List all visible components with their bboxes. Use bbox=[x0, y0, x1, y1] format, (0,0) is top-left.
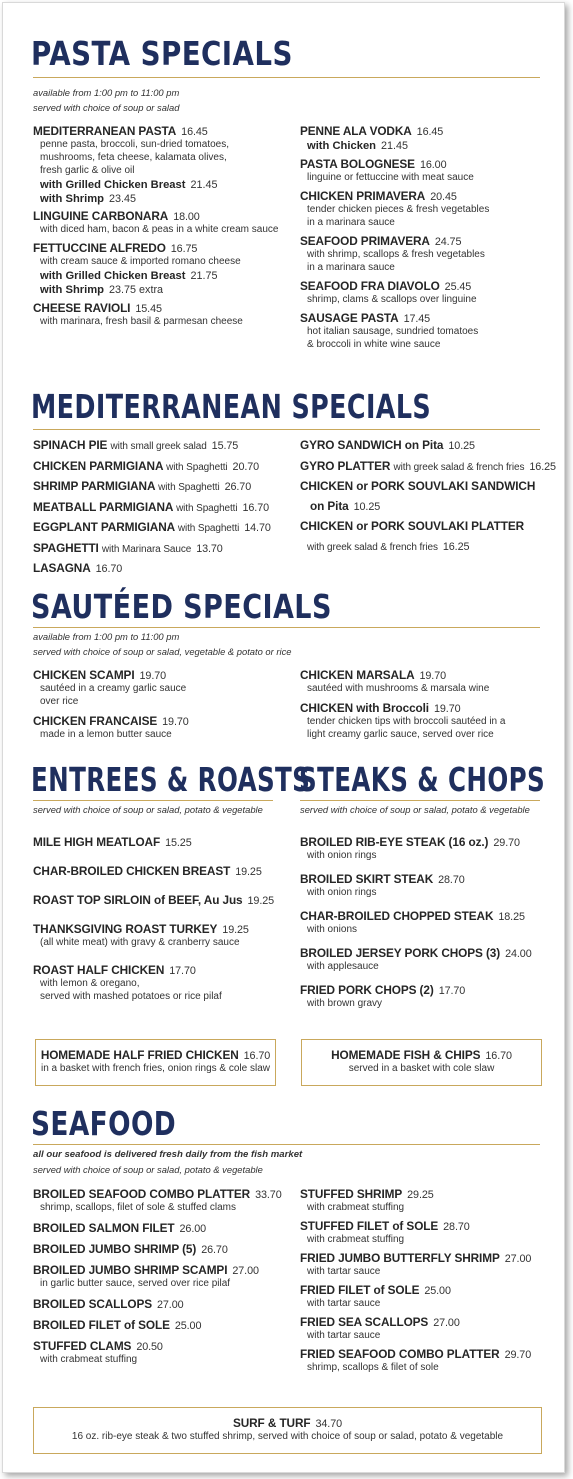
menu-item bbox=[33, 518, 293, 539]
item-desc: light creamy garlic sauce, served over rice bbox=[307, 729, 494, 740]
menu-item bbox=[300, 1283, 545, 1310]
item-name: BROILED SKIRT STEAK bbox=[300, 872, 434, 886]
item-desc: fresh garlic & olive oil bbox=[40, 165, 135, 176]
item-desc: hot italian sausage, sundried tomatoes bbox=[307, 326, 479, 337]
item-price: 14.70 bbox=[244, 522, 271, 534]
menu-item bbox=[300, 909, 545, 936]
addon-price: 23.45 bbox=[109, 193, 137, 205]
entrees-column bbox=[33, 835, 293, 1003]
item-desc: with onions bbox=[307, 924, 358, 935]
sauteed-note-served: served with choice of soup or salad, vegetable & potato or rice bbox=[33, 646, 292, 657]
item-name: BROILED SCALLOPS bbox=[33, 1297, 152, 1311]
box-item-name: HOMEMADE HALF FRIED CHICKEN bbox=[40, 1048, 239, 1062]
sauteed-right-column bbox=[300, 668, 545, 741]
addon-price: 21.75 bbox=[190, 270, 218, 282]
steaks-title: STEAKS & CHOPS bbox=[299, 760, 546, 799]
item-price: 27.00 bbox=[433, 1317, 460, 1329]
box-item-price: 16.70 bbox=[243, 1050, 271, 1062]
item-name: on Pita bbox=[310, 498, 349, 513]
box-item-price: 16.70 bbox=[485, 1050, 512, 1062]
item-desc: with crabmeat stuffing bbox=[307, 1202, 405, 1213]
menu-item bbox=[33, 714, 293, 741]
seafood-rule bbox=[33, 1144, 540, 1145]
item-desc: made in a lemon butter sauce bbox=[40, 729, 172, 740]
item-price: 26.00 bbox=[179, 1223, 207, 1235]
item-desc: with cream sauce & imported romano cheese bbox=[40, 256, 241, 267]
item-price: 16.25 bbox=[529, 460, 556, 473]
menu-item bbox=[33, 209, 293, 236]
item-price: 20.45 bbox=[430, 191, 457, 203]
item-name: FETTUCCINE ALFREDO bbox=[33, 241, 166, 255]
item-name: SAUSAGE PASTA bbox=[300, 311, 399, 325]
item-name: SHRIMP PARMIGIANA bbox=[33, 479, 155, 493]
item-price: 15.45 bbox=[135, 303, 162, 315]
item-note: with Spaghetti bbox=[177, 523, 240, 534]
menu-item bbox=[33, 893, 293, 907]
item-price: 25.00 bbox=[174, 1320, 202, 1332]
seafood-left-column bbox=[33, 1187, 295, 1366]
menu-item bbox=[300, 279, 545, 306]
item-desc: with shrimp, scallops & fresh vegetables bbox=[307, 249, 485, 260]
item-price: 16.00 bbox=[419, 159, 447, 171]
item-desc: in a marinara sauce bbox=[307, 262, 395, 273]
item-price: 16.45 bbox=[181, 126, 208, 138]
menu-item bbox=[300, 517, 545, 537]
item-name: BROILED JUMBO SHRIMP SCAMPI bbox=[33, 1263, 228, 1277]
item-note: with Spaghetti bbox=[176, 502, 238, 514]
sauteed-title: SAUTÉED SPECIALS bbox=[31, 587, 332, 626]
item-desc: (all white meat) with gravy & cranberry sauce bbox=[40, 937, 240, 948]
item-name: CHAR-BROILED CHOPPED STEAK bbox=[300, 909, 494, 923]
item-name: MEATBALL PARMIGIANA bbox=[33, 499, 173, 514]
menu-item bbox=[33, 1242, 295, 1256]
menu-item bbox=[300, 835, 545, 862]
item-addon: with Grilled Chicken Breast bbox=[40, 179, 186, 191]
menu-item bbox=[33, 436, 293, 457]
menu-item bbox=[33, 1263, 295, 1290]
item-price: 19.25 bbox=[247, 895, 275, 907]
item-name: LASAGNA bbox=[33, 561, 91, 575]
item-price: 28.70 bbox=[443, 1221, 470, 1233]
item-name: BROILED SALMON FILET bbox=[33, 1221, 175, 1235]
pasta-right-column bbox=[300, 124, 545, 351]
pasta-rule bbox=[33, 77, 540, 78]
item-price: 10.25 bbox=[448, 440, 475, 452]
addon-price: 21.45 bbox=[381, 140, 409, 152]
item-name: FRIED SEAFOOD COMBO PLATTER bbox=[300, 1347, 500, 1361]
item-desc: with tartar sauce bbox=[307, 1330, 381, 1341]
sauteed-note-hours: available from 1:00 pm to 11:00 pm bbox=[33, 631, 180, 642]
pasta-note-hours: available from 1:00 pm to 11:00 pm bbox=[33, 87, 180, 98]
mediterranean-title: MEDITERRANEAN SPECIALS bbox=[31, 387, 432, 426]
item-name: FRIED SEA SCALLOPS bbox=[300, 1315, 429, 1329]
item-name: PENNE ALA VODKA bbox=[300, 124, 412, 138]
item-desc: shrimp, clams & scallops over linguine bbox=[307, 294, 477, 305]
item-desc: sautéed with mushrooms & marsala wine bbox=[307, 683, 490, 694]
menu-item bbox=[33, 1339, 295, 1366]
item-name: CHICKEN PARMIGIANA bbox=[33, 458, 163, 473]
item-name: GYRO SANDWICH on Pita bbox=[300, 438, 444, 452]
item-name: FRIED JUMBO BUTTERFLY SHRIMP bbox=[300, 1251, 500, 1265]
item-desc: served with mashed potatoes or rice pilaf bbox=[40, 991, 222, 1002]
menu-item bbox=[300, 983, 545, 1010]
item-note: with small greek salad bbox=[110, 441, 207, 452]
item-desc: with lemon & oregano, bbox=[40, 978, 140, 989]
item-price: 19.70 bbox=[434, 703, 461, 715]
seafood-note-served: served with choice of soup or salad, potato & vegetable bbox=[33, 1164, 263, 1175]
menu-item bbox=[33, 864, 293, 878]
item-name: FRIED FILET of SOLE bbox=[300, 1283, 420, 1297]
mediterranean-left-column bbox=[33, 436, 293, 580]
item-price: 16.75 bbox=[170, 243, 198, 255]
item-name: BROILED RIB-EYE STEAK (16 oz.) bbox=[300, 835, 489, 849]
item-name: BROILED JERSEY PORK CHOPS (3) bbox=[300, 946, 501, 960]
menu-item bbox=[300, 1315, 545, 1342]
box-item-desc: 16 oz. rib-eye steak & two stuffed shrimp, served with choice of soup or salad, potato & vegetable bbox=[71, 1431, 504, 1442]
menu-item bbox=[300, 872, 545, 899]
menu-item bbox=[33, 668, 293, 708]
pasta-note-served: served with choice of soup or salad bbox=[33, 102, 180, 113]
menu-item bbox=[300, 1219, 545, 1246]
menu-item bbox=[300, 436, 545, 457]
item-addon: with Chicken bbox=[307, 140, 376, 152]
item-price: 13.70 bbox=[196, 542, 223, 555]
item-desc: with crabmeat stuffing bbox=[307, 1234, 405, 1245]
item-price: 16.70 bbox=[242, 501, 270, 514]
menu-item bbox=[33, 963, 293, 1003]
item-name: CHICKEN with Broccoli bbox=[300, 701, 429, 715]
menu-item bbox=[33, 835, 293, 849]
item-name: SEAFOOD PRIMAVERA bbox=[300, 234, 430, 248]
item-note: with Spaghetti bbox=[166, 461, 228, 473]
item-price: 24.00 bbox=[505, 948, 532, 960]
item-price: 10.25 bbox=[353, 500, 381, 513]
item-price: 29.70 bbox=[493, 837, 520, 849]
item-price: 18.25 bbox=[498, 911, 525, 923]
item-name: STUFFED CLAMS bbox=[33, 1339, 132, 1353]
steaks-column bbox=[300, 835, 545, 1010]
item-price: 24.75 bbox=[434, 236, 462, 248]
seafood-right-column bbox=[300, 1187, 545, 1374]
item-desc: over rice bbox=[40, 696, 79, 707]
item-name: FRIED PORK CHOPS (2) bbox=[300, 983, 434, 997]
item-price: 15.25 bbox=[165, 837, 192, 849]
entrees-rule bbox=[33, 800, 273, 801]
item-price: 17.70 bbox=[169, 965, 196, 977]
item-name: SEAFOOD FRA DIAVOLO bbox=[300, 279, 440, 293]
menu-item bbox=[300, 701, 545, 741]
item-price: 17.70 bbox=[438, 985, 466, 997]
item-addon: with Shrimp bbox=[40, 284, 105, 296]
item-name: PASTA BOLOGNESE bbox=[300, 157, 415, 171]
item-price: 33.70 bbox=[255, 1189, 282, 1201]
menu-item bbox=[33, 124, 293, 205]
menu-item bbox=[33, 301, 293, 328]
item-price: 16.25 bbox=[442, 540, 470, 553]
item-price: 28.70 bbox=[438, 874, 465, 886]
item-name: EGGPLANT PARMIGIANA bbox=[33, 520, 175, 534]
item-price: 26.70 bbox=[201, 1244, 228, 1256]
item-price: 17.45 bbox=[403, 313, 431, 325]
item-note: with greek salad & french fries bbox=[307, 541, 438, 553]
item-name: CHICKEN or PORK SOUVLAKI PLATTER bbox=[300, 519, 525, 533]
box-item-desc: in a basket with french fries, onion rings & cole slaw bbox=[41, 1063, 270, 1074]
entrees-note: served with choice of soup or salad, potato & vegetable bbox=[33, 804, 263, 815]
mediterranean-right-column bbox=[300, 436, 556, 557]
menu-item bbox=[300, 477, 545, 497]
menu-item bbox=[300, 189, 545, 229]
menu-item bbox=[33, 1221, 295, 1235]
item-desc: shrimp, scallops & filet of sole bbox=[307, 1362, 439, 1373]
menu-item bbox=[33, 241, 293, 296]
box-item-name: HOMEMADE FISH & CHIPS bbox=[331, 1048, 481, 1062]
half-fried-chicken-box bbox=[35, 1039, 276, 1086]
pasta-left-column bbox=[33, 124, 293, 328]
item-price: 29.70 bbox=[504, 1349, 532, 1361]
item-desc: sautéed in a creamy garlic sauce bbox=[40, 683, 187, 694]
item-price: 27.00 bbox=[232, 1265, 259, 1277]
menu-item bbox=[33, 1297, 295, 1311]
fish-and-chips-box bbox=[301, 1039, 542, 1086]
menu-item bbox=[300, 124, 545, 152]
menu-item bbox=[300, 311, 545, 351]
item-addon: with Shrimp bbox=[40, 193, 105, 205]
item-name: SPAGHETTI bbox=[33, 540, 99, 555]
item-name: THANKSGIVING ROAST TURKEY bbox=[33, 922, 218, 936]
item-addon: with Grilled Chicken Breast bbox=[40, 270, 186, 282]
box-item-price: 34.70 bbox=[315, 1418, 343, 1430]
item-desc: with brown gravy bbox=[307, 998, 383, 1009]
menu-item bbox=[300, 457, 556, 478]
item-name: STUFFED SHRIMP bbox=[300, 1187, 403, 1201]
item-name: ROAST TOP SIRLOIN of BEEF, Au Jus bbox=[33, 893, 243, 907]
item-price: 29.25 bbox=[407, 1189, 434, 1201]
sauteed-rule bbox=[33, 627, 540, 628]
entrees-title: ENTREES & ROASTS bbox=[31, 760, 311, 799]
item-name: CHAR-BROILED CHICKEN BREAST bbox=[33, 864, 231, 878]
menu-item bbox=[33, 559, 293, 580]
menu-item bbox=[300, 668, 545, 695]
item-name: CHICKEN SCAMPI bbox=[33, 668, 135, 682]
item-name: CHICKEN FRANCAISE bbox=[33, 714, 158, 728]
item-desc: with marinara, fresh basil & parmesan cheese bbox=[40, 316, 243, 327]
item-price: 20.50 bbox=[136, 1341, 163, 1353]
pasta-title: PASTA SPECIALS bbox=[31, 34, 293, 73]
item-name: CHICKEN or PORK SOUVLAKI SANDWICH bbox=[300, 479, 536, 493]
item-desc: with onion rings bbox=[307, 887, 377, 898]
item-price: 25.00 bbox=[424, 1285, 451, 1297]
item-desc: mushrooms, feta cheese, kalamata olives, bbox=[40, 152, 227, 163]
item-price: 19.70 bbox=[419, 670, 447, 682]
addon-price: 21.45 bbox=[190, 179, 218, 191]
item-note: with Marinara Sauce bbox=[101, 543, 192, 555]
menu-item bbox=[33, 539, 293, 560]
item-name: SPINACH PIE bbox=[33, 438, 108, 452]
steaks-note: served with choice of soup or salad, potato & vegetable bbox=[300, 804, 530, 815]
menu-item bbox=[300, 157, 545, 184]
box-item-desc: served in a basket with cole slaw bbox=[348, 1063, 495, 1074]
menu-item bbox=[33, 477, 293, 498]
menu-item bbox=[33, 1187, 295, 1214]
menu-item-continued bbox=[300, 537, 545, 558]
menu-item bbox=[33, 922, 293, 949]
addon-price: 23.75 extra bbox=[109, 284, 164, 296]
item-note: with Spaghetti bbox=[158, 482, 220, 493]
item-price: 25.45 bbox=[444, 281, 472, 293]
item-name: LINGUINE CARBONARA bbox=[33, 209, 169, 223]
item-desc: with tartar sauce bbox=[307, 1298, 381, 1309]
menu-item bbox=[33, 498, 293, 519]
menu-item bbox=[300, 1187, 545, 1214]
item-desc: with crabmeat stuffing bbox=[40, 1354, 138, 1365]
surf-and-turf-box bbox=[33, 1407, 542, 1454]
steaks-rule bbox=[300, 800, 540, 801]
item-price: 16.70 bbox=[95, 563, 123, 575]
item-name: BROILED FILET of SOLE bbox=[33, 1318, 170, 1332]
menu-item bbox=[300, 1251, 545, 1278]
menu-item bbox=[33, 457, 293, 478]
item-desc: with tartar sauce bbox=[307, 1266, 381, 1277]
item-desc: in a marinara sauce bbox=[307, 217, 395, 228]
item-name: STUFFED FILET of SOLE bbox=[300, 1219, 439, 1233]
item-desc: with applesauce bbox=[307, 961, 379, 972]
item-name: CHICKEN PRIMAVERA bbox=[300, 189, 426, 203]
menu-item bbox=[33, 1318, 295, 1332]
menu-item bbox=[300, 1347, 545, 1374]
item-name: GYRO PLATTER bbox=[300, 458, 391, 473]
item-note: with greek salad & french fries bbox=[393, 461, 525, 473]
seafood-title: SEAFOOD bbox=[31, 1104, 177, 1143]
item-name: CHICKEN MARSALA bbox=[300, 668, 415, 682]
item-desc: with onion rings bbox=[307, 850, 377, 861]
mediterranean-rule bbox=[33, 429, 540, 430]
item-price: 15.75 bbox=[211, 440, 239, 452]
item-price: 18.00 bbox=[173, 211, 200, 223]
item-price: 27.00 bbox=[504, 1253, 532, 1265]
seafood-note-fresh: all our seafood is delivered fresh daily from the fish market bbox=[33, 1149, 303, 1160]
item-name: MEDITERRANEAN PASTA bbox=[33, 124, 177, 138]
item-desc: tender chicken pieces & fresh vegetables bbox=[307, 204, 490, 215]
item-name: CHEESE RAVIOLI bbox=[33, 301, 131, 315]
item-desc: tender chicken tips with broccoli sautéed in a bbox=[307, 716, 506, 727]
item-price: 19.25 bbox=[235, 866, 262, 878]
menu-item-continued bbox=[300, 497, 545, 518]
item-name: BROILED SEAFOOD COMBO PLATTER bbox=[33, 1187, 251, 1201]
item-desc: & broccoli in white wine sauce bbox=[307, 339, 441, 350]
item-price: 27.00 bbox=[157, 1299, 184, 1311]
item-desc: in garlic butter sauce, served over rice pilaf bbox=[40, 1278, 231, 1289]
box-item-name: SURF & TURF bbox=[232, 1416, 311, 1430]
item-name: BROILED JUMBO SHRIMP (5) bbox=[33, 1242, 197, 1256]
item-price: 16.45 bbox=[416, 126, 444, 138]
menu-item bbox=[300, 234, 545, 274]
item-price: 19.25 bbox=[222, 924, 249, 936]
item-price: 19.70 bbox=[139, 670, 167, 682]
item-price: 19.70 bbox=[162, 716, 189, 728]
item-desc: linguine or fettuccine with meat sauce bbox=[307, 172, 474, 183]
item-price: 26.70 bbox=[224, 481, 252, 493]
item-name: ROAST HALF CHICKEN bbox=[33, 963, 165, 977]
item-price: 20.70 bbox=[232, 460, 260, 473]
item-name: MILE HIGH MEATLOAF bbox=[33, 835, 161, 849]
item-desc: penne pasta, broccoli, sun-dried tomatoes, bbox=[40, 139, 229, 150]
item-desc: with diced ham, bacon & peas in a white cream sauce bbox=[40, 224, 279, 235]
item-desc: shrimp, scallops, filet of sole & stuffed clams bbox=[40, 1202, 237, 1213]
sauteed-left-column bbox=[33, 668, 293, 741]
menu-item bbox=[300, 946, 545, 973]
